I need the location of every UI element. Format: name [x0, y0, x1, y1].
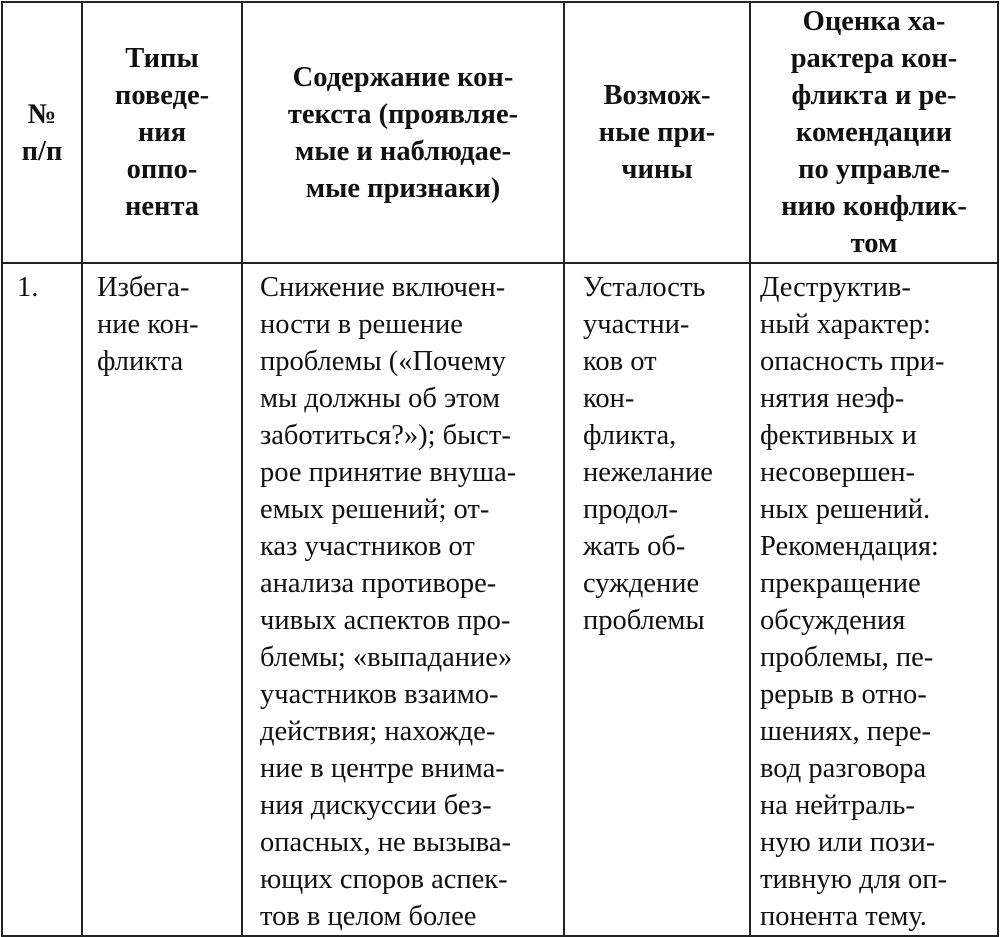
- cell-line: тивную для оп-: [760, 864, 948, 895]
- header-line: комендации: [795, 117, 953, 148]
- cell-line: опасность при-: [760, 346, 945, 377]
- header-line: оппо-: [126, 154, 198, 185]
- header-line: нента: [124, 191, 200, 222]
- cell-line: обсуждения: [760, 605, 906, 636]
- header-line: №: [27, 98, 57, 130]
- cell-line: понента тему.: [760, 901, 927, 932]
- cell-line: ный характер:: [760, 309, 931, 340]
- header-line: фликта и ре-: [791, 80, 957, 111]
- table-row: [2, 263, 998, 936]
- header-number: [2, 2, 82, 263]
- cell-line: ную или пози-: [760, 827, 936, 858]
- cell-line: несовершен-: [760, 457, 916, 488]
- cell-line: заботиться?»); быст-: [260, 420, 511, 451]
- cell-line: Усталость: [583, 272, 706, 303]
- header-line: нию конфлик-: [781, 191, 967, 222]
- header-possible-causes: [564, 2, 750, 263]
- cell-line: опасных, не вызыва-: [260, 827, 511, 858]
- cell-line: участников взаимо-: [260, 679, 499, 710]
- cell-line: емых решений; от-: [260, 494, 490, 525]
- cell-line: каз участников от: [260, 531, 475, 562]
- cell-line: 1.: [17, 272, 39, 303]
- cell-line: ности в решение: [260, 309, 463, 340]
- cell-line: ющих споров аспек-: [260, 864, 508, 895]
- header-line: Содержание кон-: [292, 61, 514, 93]
- header-line: поведе-: [114, 80, 210, 111]
- header-line: мые и наблюдае-: [294, 135, 512, 167]
- cell-line: рое принятие внуша-: [260, 457, 517, 488]
- cell-line: чивых аспектов про-: [260, 605, 511, 636]
- header-line: мые признаки): [305, 172, 501, 204]
- conflict-behavior-table: [1, 1, 999, 937]
- cell-line: блемы; «выпадание»: [260, 642, 513, 673]
- cell-line: суждение: [583, 568, 700, 599]
- cell-line: Снижение включен-: [260, 272, 506, 303]
- cell-line: Рекомендация:: [760, 531, 939, 562]
- cell-line: ние кон-: [97, 309, 199, 340]
- header-line: том: [850, 228, 898, 259]
- cell-line: проблемы («Почему: [260, 346, 506, 377]
- cell-line: продол-: [583, 494, 679, 525]
- cell-line: фликта,: [583, 420, 677, 451]
- header-line: чины: [621, 154, 693, 185]
- header-assessment-recommendations: [750, 2, 998, 263]
- cell-line: на нейтраль-: [760, 790, 915, 821]
- cell-behavior-type: [82, 263, 242, 936]
- header-behavior-type: [82, 2, 242, 263]
- cell-line: действия; нахожде-: [260, 716, 496, 747]
- header-line: Возмож-: [603, 80, 711, 111]
- table-header: [2, 2, 998, 263]
- header-line: п/п: [21, 135, 63, 167]
- cell-line: фликта: [97, 346, 184, 377]
- cell-line: мы должны об этом: [260, 383, 501, 414]
- cell-line: нежелание: [583, 457, 713, 488]
- header-line: рактера кон-: [790, 43, 958, 74]
- cell-line: кон-: [583, 383, 635, 414]
- cell-assessment-recommendations: [750, 263, 998, 936]
- cell-line: ние в центре внима-: [260, 753, 505, 784]
- cell-context-content: [242, 263, 564, 936]
- header-line: Типы: [125, 43, 199, 74]
- cell-line: Деструктив-: [760, 272, 911, 303]
- header-row: [2, 2, 998, 263]
- cell-line: проблемы, пе-: [760, 642, 934, 673]
- cell-number: [2, 263, 82, 936]
- cell-line: прекращение: [760, 568, 921, 599]
- cell-line: нятия неэф-: [760, 383, 905, 414]
- cell-possible-causes: [564, 263, 750, 936]
- cell-line: проблемы: [583, 605, 705, 636]
- header-context-content: [242, 2, 564, 263]
- cell-line: шениях, пере-: [760, 716, 931, 747]
- cell-line: ния дискуссии без-: [260, 790, 492, 821]
- cell-line: участни-: [583, 309, 690, 340]
- cell-line: рерыв в отно-: [760, 679, 927, 710]
- table-body: [2, 263, 998, 936]
- cell-line: анализа противоре-: [260, 568, 497, 599]
- cell-line: жать об-: [583, 531, 686, 562]
- header-line: по управле-: [798, 154, 950, 185]
- cell-line: ков от: [583, 346, 657, 377]
- header-line: Оценка ха-: [802, 6, 946, 37]
- header-line: текста (проявляе-: [287, 98, 519, 130]
- header-line: ния: [137, 117, 187, 148]
- cell-line: фективных и: [760, 420, 917, 451]
- cell-line: вод разговора: [760, 753, 927, 784]
- header-line: ные при-: [598, 117, 716, 148]
- cell-line: тов в целом более: [260, 901, 477, 932]
- cell-line: ных решений.: [760, 494, 931, 525]
- cell-line: Избега-: [97, 272, 190, 303]
